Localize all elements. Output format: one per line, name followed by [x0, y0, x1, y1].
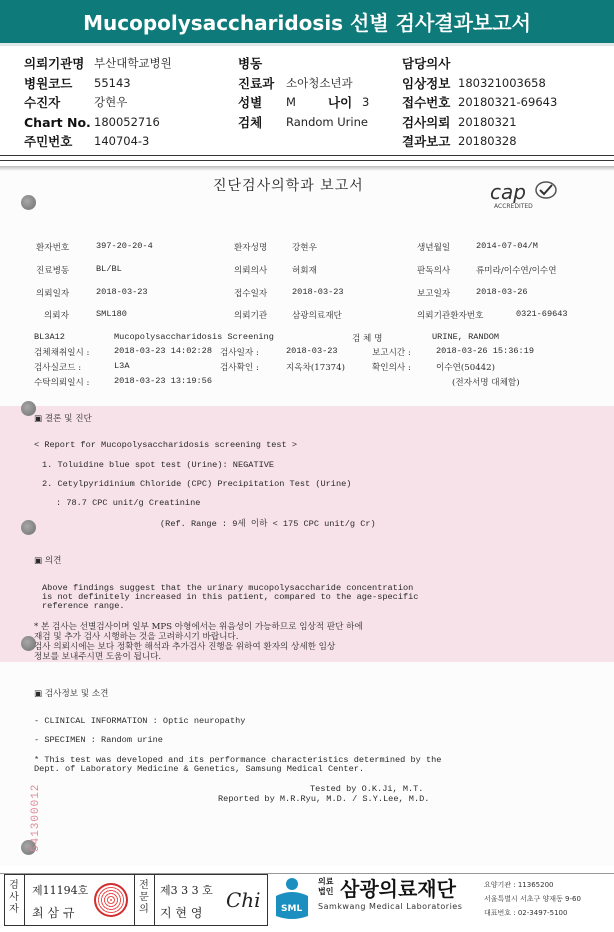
header-mid	[238, 54, 369, 132]
header-field-doctor: 담당의사	[402, 56, 451, 71]
cap-accredited-logo: cap ACCREDITED	[488, 180, 560, 214]
disclaimer-line: Dept. of Laboratory Medicine & Genetics, Samsung Medical Center.	[34, 764, 365, 774]
opinion-line: Above findings suggest that the urinary mucopolysaccharide concentration	[42, 583, 414, 593]
info-key: 환자성명	[234, 243, 268, 253]
tester-license-no: 제11194호	[32, 884, 89, 897]
test-code: BL3A12	[34, 332, 65, 342]
scan-edge	[0, 166, 614, 171]
result-item-1: 1. Toluidine blue spot test (Urine): NEGATIVE	[42, 460, 275, 470]
detail-value: L3A	[114, 361, 130, 371]
detail-key: 확인의사 :	[372, 363, 411, 373]
detail-value: 이수연(50442)	[436, 363, 495, 373]
doctor-signature: Chi	[226, 888, 261, 912]
age-value: 3	[362, 95, 370, 109]
info-value: 2018-03-23	[96, 287, 148, 297]
checkmark-icon	[534, 180, 558, 200]
brand-corp-label: 의료 법인	[318, 877, 334, 896]
detail-key: 보고시간 :	[372, 348, 411, 358]
test-name: Mucopolysaccharidosis Screening	[114, 332, 274, 342]
specimen-label: 검 체 명	[352, 334, 383, 344]
specimen-value: URINE, RANDOM	[432, 332, 500, 342]
info-value: BL/BL	[96, 264, 122, 274]
info-key: 의뢰자	[44, 311, 69, 321]
info-value: SML180	[96, 309, 127, 319]
detail-key: 수탁의뢰일시 :	[34, 378, 90, 388]
header-right	[402, 54, 557, 152]
box-divider	[134, 875, 135, 925]
detail-value: 지옥차(17374)	[286, 363, 345, 373]
header-field-clinical-info: 임상정보 180321003658	[402, 75, 546, 91]
info-value: 397-20-20-4	[96, 241, 153, 251]
info-key: 보고일자	[417, 289, 451, 299]
disclaimer-line: * This test was developed and its performance characteristics determined by the	[34, 755, 442, 765]
report-for: < Report for Mucopolysaccharidosis screening test >	[34, 440, 298, 450]
info-value: 2018-03-26	[476, 287, 528, 297]
info-value: 삼광의료재단	[292, 311, 342, 321]
sml-logo: SML	[272, 876, 312, 922]
specialist-label: 전 문 의	[139, 880, 149, 915]
info-value: 2018-03-23	[292, 287, 344, 297]
detail-value: 2018-03-23 13:19:56	[114, 376, 212, 386]
lab-report-title: 진단검사의학과 보고서	[213, 178, 364, 194]
info-key: 의뢰기관환자번호	[417, 311, 484, 321]
info-key: 의뢰의사	[234, 266, 268, 276]
info-value: 허회재	[292, 266, 317, 276]
tested-by: Tested by O.K.Ji, M.T.	[310, 784, 424, 794]
header-field-sex: 성별 M 나이 3	[238, 93, 369, 113]
address: 서울특별시 서초구 양재동 9-60	[484, 895, 581, 903]
tester-label: 검 사 자	[9, 880, 19, 915]
info-value: 강현우	[292, 243, 317, 253]
result-item-2-value: : 78.7 CPC unit/g Creatinine	[56, 498, 201, 508]
header-field-patient: 수진자 강현우	[24, 95, 128, 110]
info-key: 접수일자	[234, 289, 268, 299]
header-field-request-date: 검사의뢰 20180321	[402, 114, 517, 130]
header-field-receipt-no: 접수번호 20180321-69643	[402, 95, 558, 110]
info-key: 환자번호	[36, 243, 70, 253]
detail-value: 2018-03-26 15:36:19	[436, 346, 534, 356]
result-item-2: 2. Cetylpyridinium Chloride (CPC) Precipitation Test (Urine)	[42, 479, 352, 489]
phone: 대표번호 : 02-3497-5100	[484, 909, 568, 917]
header-field-report-date: 결과보고 20180328	[402, 134, 517, 149]
note-line: 재검 및 추가 검사 시행하는 것을 고려하시기 바랍니다.	[34, 632, 239, 642]
specimen-info: - SPECIMEN : Random urine	[34, 735, 163, 745]
section-opinion: ▣ 의견	[34, 556, 62, 566]
report-title: Mucopolysaccharidosis 선별 검사결과보고서	[0, 0, 614, 46]
age-label: 나이	[328, 95, 353, 110]
note-line: 검사 의뢰시에는 보다 정확한 해석과 추가검사 진행을 위하여 환자의 상세한 임상	[34, 642, 336, 652]
punch-hole	[21, 520, 36, 535]
header-field-chart-no: Chart No. 180052716	[24, 114, 160, 130]
reference-range: (Ref. Range : 9세 이하 < 175 CPC unit/g Cr)	[160, 519, 376, 529]
info-key: 의뢰기관	[234, 311, 268, 321]
header-field-hospital-code: 병원코드 55143	[24, 75, 131, 91]
note-line: 정보를 보내주시면 도움이 됩니다.	[34, 652, 162, 662]
opinion-line: reference range.	[42, 601, 125, 611]
detail-value: 2018-03-23	[286, 346, 338, 356]
institution-number: 요양기관 : 11365200	[484, 881, 554, 889]
info-key: 진료병동	[36, 266, 70, 276]
doctor-license-no: 제3 3 3 호	[160, 884, 213, 897]
info-value: 0321-69643	[516, 309, 568, 319]
reported-by: Reported by M.R.Ryu, M.D. / S.Y.Lee, M.D.	[218, 794, 430, 804]
header-field-ward: 병동	[238, 56, 263, 71]
header-field-institution: 의뢰기관명 부산대학교병원	[24, 56, 172, 71]
note-line: * 본 검사는 선별검사이며 일부 MPS 아형에서는 위음성이 가능하므로 임상적 판단 하에	[34, 622, 363, 632]
box-divider	[154, 875, 155, 925]
info-key: 생년월일	[417, 243, 451, 253]
section-test-info: ▣ 검사정보 및 소견	[34, 689, 109, 699]
detail-key: 검사실코드 :	[34, 363, 82, 373]
info-value: 2014-07-04/M	[476, 241, 538, 251]
info-key: 의뢰일자	[36, 289, 70, 299]
sml-logo-icon	[272, 876, 312, 922]
info-key: 판독의사	[417, 266, 451, 276]
punch-hole	[21, 195, 36, 210]
esign-note: (전자서명 대체함)	[452, 378, 520, 388]
detail-key: 검사확인 :	[220, 363, 259, 373]
detail-value: 2018-03-23 14:02:28	[114, 346, 212, 356]
tester-name: 최 삼 규	[32, 906, 75, 920]
footer-divider	[0, 873, 614, 874]
brand-name: 삼광의료재단	[340, 877, 456, 901]
header-field-resident-no: 주민번호 140704-3	[24, 134, 150, 149]
doctor-name: 지 현 영	[160, 906, 203, 920]
info-value: 류미라/이수연/이수연	[476, 266, 557, 276]
brand-english: Samkwang Medical Laboratories	[318, 902, 463, 911]
official-seal	[94, 883, 128, 917]
detail-key: 검사일자 :	[220, 348, 259, 358]
header-divider	[0, 155, 614, 156]
header-divider-2	[0, 160, 614, 161]
section-conclusion: ▣ 결론 및 진단	[34, 414, 92, 424]
detail-key: 검체채취일시 :	[34, 348, 90, 358]
header-field-department: 진료과 소아청소년과	[238, 75, 353, 91]
clinical-information: - CLINICAL INFORMATION : Optic neuropathy	[34, 716, 246, 726]
opinion-line: is not definitely increased in this patient, compared to the age-specific	[42, 592, 419, 602]
specimen-barcode-number: 541300012	[30, 783, 42, 852]
header-field-specimen: 검체 Random Urine	[238, 114, 368, 130]
header-left	[24, 54, 172, 152]
box-divider	[24, 875, 25, 925]
